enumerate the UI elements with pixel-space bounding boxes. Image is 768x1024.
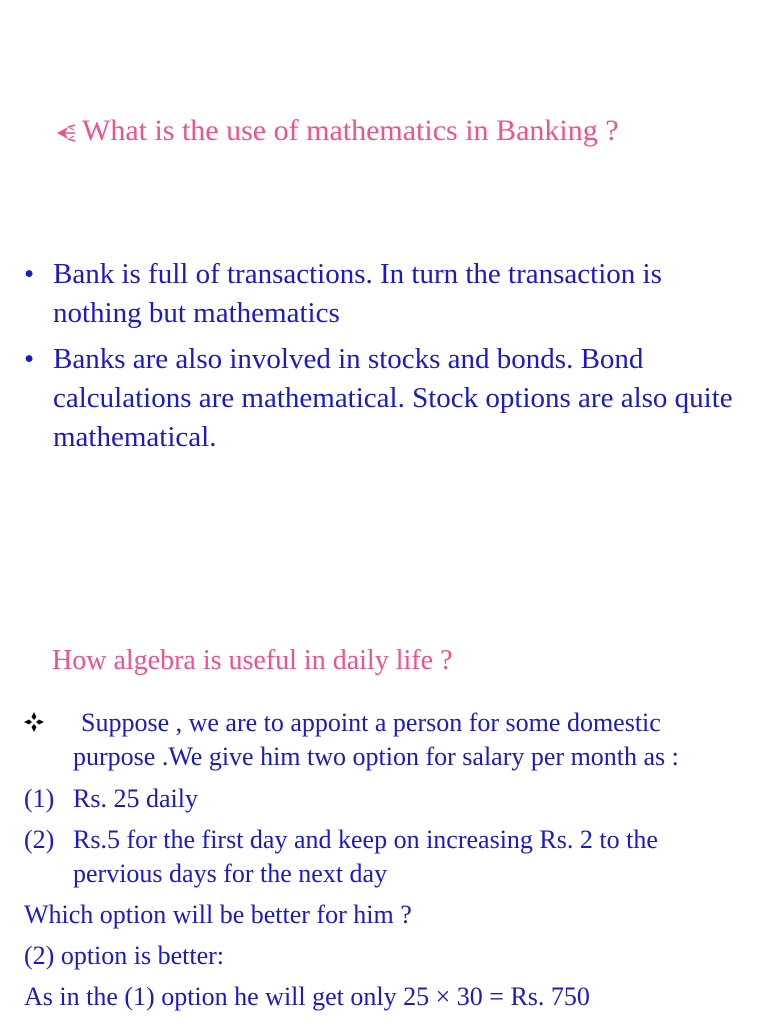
question-text: Which option will be better for him ? bbox=[24, 900, 412, 929]
option-2 bbox=[24, 823, 754, 891]
option-text: Rs. 25 daily bbox=[73, 784, 198, 813]
banking-bullet-list bbox=[24, 255, 754, 464]
list-item bbox=[24, 255, 754, 333]
explanation-text: As in the (1) option he will get only 25 × 30 = Rs. 750 bbox=[24, 982, 590, 1011]
heading-algebra bbox=[52, 645, 452, 677]
bullet-dot-icon: • bbox=[24, 343, 35, 375]
suppose-line-2: purpose .We give him two option for salary per month as : bbox=[73, 742, 679, 771]
heading-banking bbox=[56, 114, 619, 148]
bullet-text: Banks are also involved in stocks and bonds. Bond calculations are mathematical. Stock options are also quite mathematical. bbox=[53, 343, 733, 453]
answer-text: (2) option is better: bbox=[24, 941, 225, 970]
bullet-dot-icon: • bbox=[24, 258, 35, 290]
heading-banking-text: What is the use of mathematics in Banking ? bbox=[82, 114, 619, 147]
dart-icon bbox=[56, 118, 82, 144]
bullet-text: Bank is full of transactions. In turn the transaction is nothing but mathematics bbox=[53, 258, 662, 329]
option-number: (1) bbox=[24, 784, 55, 813]
suppose-paragraph bbox=[24, 706, 754, 774]
list-item bbox=[24, 340, 754, 457]
suppose-line-1: Suppose , we are to appoint a person for some domestic bbox=[81, 708, 661, 737]
option-1 bbox=[24, 782, 754, 816]
option-text-line-1: Rs.5 for the first day and keep on increasing Rs. 2 to the bbox=[73, 825, 658, 854]
four-diamond-star-icon bbox=[24, 708, 44, 742]
option-number: (2) bbox=[24, 825, 55, 854]
heading-algebra-text: How algebra is useful in daily life ? bbox=[52, 645, 453, 676]
option-text-line-2: pervious days for the next day bbox=[73, 859, 388, 888]
